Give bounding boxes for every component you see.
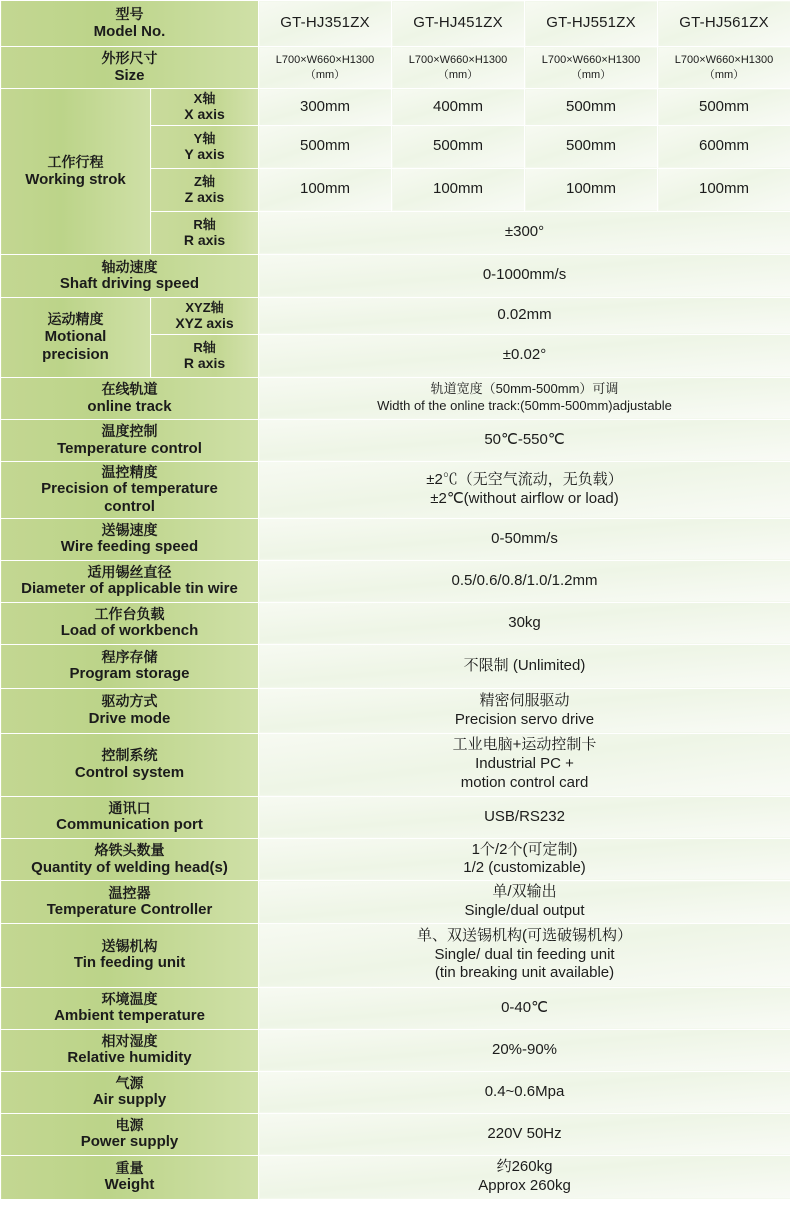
model-cell-2: GT-HJ451ZX — [392, 1, 525, 47]
temperature-controller-line2: Single/dual output — [464, 901, 585, 919]
row-label-online-track — [1, 377, 259, 419]
sub-label-en: R axis — [183, 232, 226, 249]
row-label-en: Load of workbench — [60, 622, 199, 640]
row-label-load-of-workbench — [1, 602, 259, 644]
size-cell-4: L700×W660×H1300（mm） — [658, 47, 790, 89]
row-label-cn: 工作行程 — [47, 154, 104, 171]
row-label-en-line2: control — [104, 497, 155, 515]
row-label-cn: 在线轨道 — [101, 381, 158, 398]
tin-wire-diameter-value: 0.5/0.6/0.8/1.0/1.2mm — [259, 560, 790, 602]
sub-label-en: X axis — [184, 106, 225, 123]
size-cell-3: L700×W660×H1300（mm） — [525, 47, 658, 89]
row-label-relative-humidity — [1, 1029, 259, 1071]
relative-humidity-value: 20%-90% — [259, 1029, 790, 1071]
row-label-cn: 轴动速度 — [101, 258, 158, 275]
row-label-power-supply — [1, 1113, 259, 1155]
sub-label-cn: R轴 — [193, 216, 216, 232]
row-label-en: Diameter of applicable tin wire — [21, 580, 238, 598]
table-row-control-system — [1, 733, 790, 796]
z-axis-cell-3: 100mm — [525, 168, 658, 211]
r-axis-value: ±300° — [259, 211, 790, 254]
row-label-cn: 烙铁头数量 — [94, 842, 165, 859]
row-label-en: Wire feeding speed — [60, 538, 199, 556]
row-label-welding-head-quantity — [1, 838, 259, 881]
table-row-temperature-control — [1, 419, 790, 461]
row-label-en-line1: Precision of temperature — [41, 480, 218, 498]
row-label-en-line2: precision — [42, 345, 109, 363]
control-system-value — [259, 733, 790, 796]
row-label-cn: 工作台负载 — [94, 605, 165, 622]
row-label-tin-feeding-unit — [1, 923, 259, 987]
control-system-line2: Industrial PC + — [475, 755, 574, 773]
table-row-tin-wire-diameter — [1, 560, 790, 602]
row-label-cn: 温度控制 — [101, 423, 158, 440]
row-label-cn: 电源 — [115, 1116, 144, 1133]
model-cell-1: GT-HJ351ZX — [259, 1, 392, 47]
x-axis-cell-3: 500mm — [525, 89, 658, 126]
row-label-program-storage — [1, 644, 259, 688]
z-axis-cell-2: 100mm — [392, 168, 525, 211]
air-supply-value: 0.4~0.6Mpa — [259, 1071, 790, 1113]
row-label-air-supply — [1, 1071, 259, 1113]
welding-head-quantity-value — [259, 838, 790, 881]
row-label-cn: 重量 — [115, 1159, 144, 1176]
row-label-cn: 驱动方式 — [101, 693, 158, 710]
sub-label-cn: XYZ轴 — [185, 299, 224, 315]
control-system-line3: motion control card — [460, 773, 589, 791]
temperature-controller-value — [259, 881, 790, 924]
x-axis-cell-2: 400mm — [392, 89, 525, 126]
row-label-size — [1, 47, 259, 89]
load-of-workbench-value: 30kg — [259, 602, 790, 644]
z-axis-cell-1: 100mm — [259, 168, 392, 211]
x-axis-cell-1: 300mm — [259, 89, 392, 126]
temperature-precision-line1: ±2℃（无空气流动，无负载） — [426, 470, 623, 488]
row-label-en: Ambient temperature — [54, 1007, 205, 1025]
row-label-temperature-controller — [1, 881, 259, 924]
row-label-en: Weight — [104, 1176, 155, 1194]
row-label-temperature-precision — [1, 461, 259, 518]
row-label-en: Size — [114, 66, 145, 84]
row-label-en: Relative humidity — [67, 1049, 192, 1067]
x-axis-cell-4: 500mm — [658, 89, 790, 126]
r-precision-value: ±0.02° — [259, 334, 790, 377]
table-row-communication-port — [1, 796, 790, 838]
row-label-cn: 程序存储 — [101, 648, 158, 665]
drive-mode-value — [259, 688, 790, 733]
table-row-online-track — [1, 377, 790, 419]
row-label-shaft-driving-speed — [1, 254, 259, 297]
wire-feeding-speed-value: 0-50mm/s — [259, 518, 790, 560]
row-label-cn: 控制系统 — [101, 747, 158, 764]
row-label-cn: 气源 — [115, 1074, 144, 1091]
row-label-en: Model No. — [93, 22, 166, 40]
row-label-en: Working strok — [25, 170, 126, 188]
sub-label-cn: Y轴 — [193, 130, 216, 146]
sub-label-en: Y axis — [184, 146, 225, 163]
temperature-precision-line2: ±2℃(without airflow or load) — [430, 489, 619, 507]
row-label-en: Temperature Controller — [46, 901, 213, 919]
row-label-en: Quantity of welding head(s) — [31, 858, 228, 876]
program-storage-value: 不限制 (Unlimited) — [259, 644, 790, 688]
table-row-load-of-workbench — [1, 602, 790, 644]
weight-value — [259, 1155, 790, 1199]
y-axis-cell-3: 500mm — [525, 125, 658, 168]
tin-feeding-line1: 单、双送锡机构(可选破锡机构） — [417, 926, 633, 944]
sub-label-z-axis — [151, 168, 259, 211]
size-cell-2: L700×W660×H1300（mm） — [392, 47, 525, 89]
sub-label-xyz-axis — [151, 297, 259, 334]
z-axis-cell-4: 100mm — [658, 168, 790, 211]
sub-label-r-axis-precision — [151, 334, 259, 377]
drive-mode-line2: Precision servo drive — [454, 710, 595, 728]
size-cell-1: L700×W660×H1300（mm） — [259, 47, 392, 89]
drive-mode-line1: 精密伺服驱动 — [479, 691, 570, 709]
welding-head-line1: 1个/2个(可定制) — [471, 840, 578, 858]
row-label-working-strok — [1, 89, 151, 255]
row-label-en: Tin feeding unit — [73, 954, 186, 972]
temperature-controller-line1: 单/双输出 — [492, 883, 557, 901]
sub-label-en: R axis — [183, 355, 226, 372]
row-label-en: Temperature control — [57, 439, 202, 457]
row-label-weight — [1, 1155, 259, 1199]
table-row-welding-head-quantity — [1, 838, 790, 881]
row-label-motional-precision — [1, 297, 151, 377]
sub-label-cn: Z轴 — [194, 173, 215, 189]
row-label-ambient-temperature — [1, 987, 259, 1029]
table-row-model — [1, 1, 790, 47]
shaft-driving-speed-value: 0-1000mm/s — [259, 254, 790, 297]
table-row-power-supply — [1, 1113, 790, 1155]
online-track-value — [259, 377, 790, 419]
row-label-cn: 运动精度 — [47, 311, 104, 328]
row-label-drive-mode — [1, 688, 259, 733]
row-label-temperature-control — [1, 419, 259, 461]
sub-label-en: Z axis — [184, 189, 225, 206]
model-cell-3: GT-HJ551ZX — [525, 1, 658, 47]
tin-feeding-line3: (tin breaking unit available) — [434, 964, 615, 982]
row-label-en: Program storage — [69, 665, 190, 683]
table-row-motional-precision-xyz — [1, 297, 790, 334]
table-row-program-storage — [1, 644, 790, 688]
row-label-cn: 温控精度 — [101, 463, 158, 480]
sub-label-r-axis — [151, 211, 259, 254]
table-row-weight — [1, 1155, 790, 1199]
row-label-cn: 相对湿度 — [101, 1032, 158, 1049]
row-label-cn: 外形尺寸 — [101, 50, 158, 67]
row-label-en: Drive mode — [88, 709, 171, 727]
row-label-tin-wire-diameter — [1, 560, 259, 602]
welding-head-line2: 1/2 (customizable) — [463, 859, 586, 877]
row-label-cn: 通讯口 — [108, 799, 151, 816]
table-row-wire-feeding-speed — [1, 518, 790, 560]
row-label-en-line1: Motional — [44, 327, 107, 345]
y-axis-cell-4: 600mm — [658, 125, 790, 168]
table-row-temperature-controller — [1, 881, 790, 924]
table-row-tin-feeding-unit — [1, 923, 790, 987]
table-row-relative-humidity — [1, 1029, 790, 1071]
row-label-wire-feeding-speed — [1, 518, 259, 560]
model-cell-4: GT-HJ561ZX — [658, 1, 790, 47]
row-label-cn: 环境温度 — [101, 990, 158, 1007]
table-row-working-strok-x — [1, 89, 790, 126]
online-track-line1: 轨道宽度（50mm-500mm）可调 — [430, 381, 619, 397]
table-row-temperature-precision — [1, 461, 790, 518]
row-label-en: Power supply — [80, 1133, 179, 1151]
tin-feeding-unit-value — [259, 923, 790, 987]
control-system-line1: 工业电脑+运动控制卡 — [452, 736, 597, 754]
row-label-en: Control system — [74, 763, 185, 781]
power-supply-value: 220V 50Hz — [259, 1113, 790, 1155]
table-row-ambient-temperature — [1, 987, 790, 1029]
xyz-precision-value: 0.02mm — [259, 297, 790, 334]
row-label-control-system — [1, 733, 259, 796]
weight-line2: Approx 260kg — [478, 1177, 571, 1195]
row-label-model — [1, 1, 259, 47]
table-row-shaft-driving-speed — [1, 254, 790, 297]
row-label-cn: 型号 — [115, 6, 144, 23]
y-axis-cell-1: 500mm — [259, 125, 392, 168]
table-row-size — [1, 47, 790, 89]
sub-label-en: XYZ axis — [175, 315, 234, 332]
temperature-precision-value — [259, 461, 790, 518]
table-row-air-supply — [1, 1071, 790, 1113]
row-label-cn: 适用锡丝直径 — [87, 563, 172, 580]
table-row-drive-mode — [1, 688, 790, 733]
online-track-line2: Width of the online track:(50mm-500mm)adjustable — [377, 398, 672, 414]
y-axis-cell-2: 500mm — [392, 125, 525, 168]
sub-label-x-axis — [151, 89, 259, 126]
sub-label-y-axis — [151, 125, 259, 168]
temperature-control-value: 50℃-550℃ — [259, 419, 790, 461]
row-label-en: Air supply — [92, 1091, 167, 1109]
tin-feeding-line2: Single/ dual tin feeding unit — [434, 945, 615, 963]
ambient-temperature-value: 0-40℃ — [259, 987, 790, 1029]
row-label-en: Shaft driving speed — [59, 275, 200, 293]
sub-label-cn: R轴 — [193, 339, 216, 355]
row-label-cn: 送锡速度 — [101, 521, 158, 538]
row-label-communication-port — [1, 796, 259, 838]
row-label-cn: 送锡机构 — [101, 937, 158, 954]
sub-label-cn: X轴 — [193, 91, 216, 106]
weight-line1: 约260kg — [496, 1158, 553, 1176]
row-label-en: online track — [87, 397, 172, 415]
communication-port-value: USB/RS232 — [259, 796, 790, 838]
row-label-cn: 温控器 — [108, 884, 151, 901]
row-label-en: Communication port — [56, 816, 203, 834]
